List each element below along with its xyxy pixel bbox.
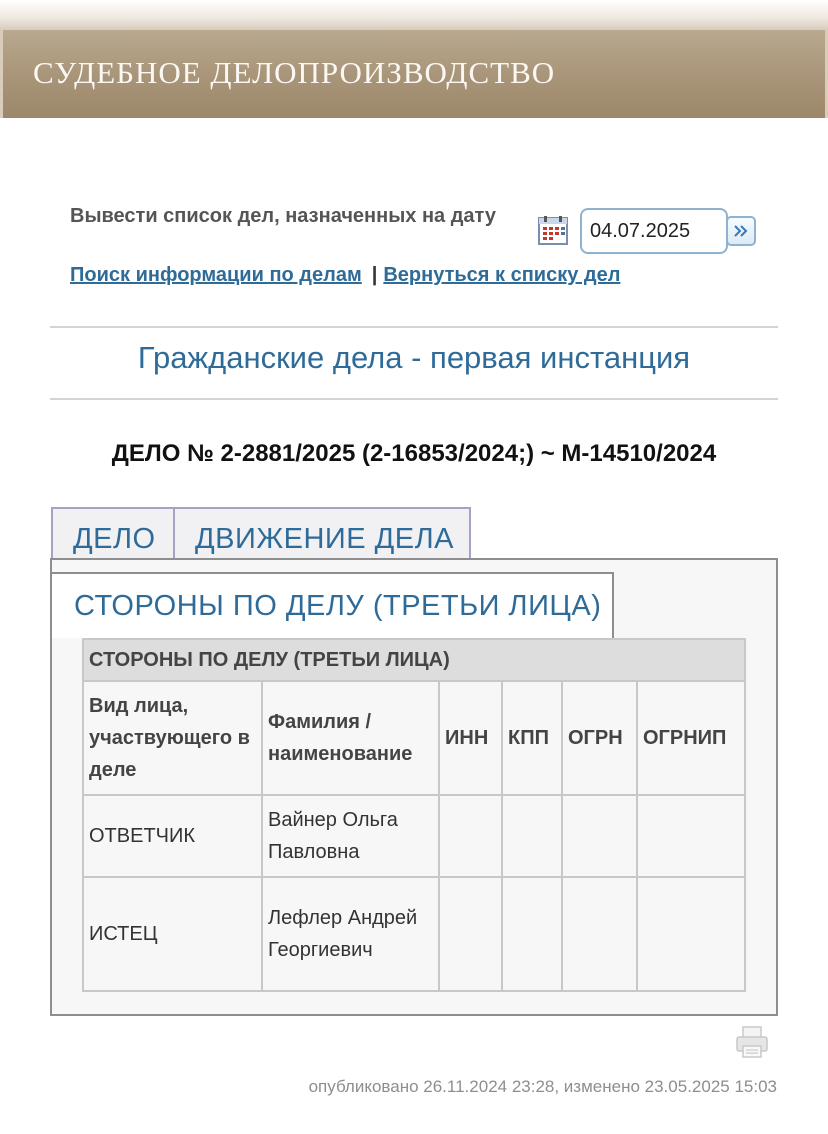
go-button[interactable] [726, 216, 756, 246]
column-header: КПП [502, 681, 562, 795]
table-row [83, 877, 745, 991]
table-row [83, 795, 745, 877]
party-ogrn [562, 795, 637, 877]
site-title: СУДЕБНОЕ ДЕЛОПРОИЗВОДСТВО [33, 55, 556, 90]
tab-case-movement[interactable]: ДВИЖЕНИЕ ДЕЛА [173, 507, 471, 559]
party-kpp [502, 795, 562, 877]
party-name: Вайнер Ольга Павловна [262, 795, 439, 877]
party-ogrnip [637, 877, 745, 991]
date-filter [70, 200, 770, 300]
party-ogrn [562, 877, 637, 991]
table-caption-row [83, 639, 745, 681]
nav-links [70, 264, 620, 287]
site-banner [0, 30, 828, 118]
column-header: ОГРН [562, 681, 637, 795]
calendar-icon[interactable] [537, 214, 569, 246]
date-filter-label: Вывести список дел, назначенных на дату [70, 205, 496, 227]
column-header: Вид лица, участвующего в деле [83, 681, 262, 795]
top-strip [0, 0, 828, 30]
party-name: Лефлер Андрей Георгиевич [262, 877, 439, 991]
column-header: ИНН [439, 681, 502, 795]
column-header: ОГРНИП [637, 681, 745, 795]
party-inn [439, 877, 502, 991]
parties-table [82, 638, 746, 992]
printer-icon[interactable] [734, 1024, 770, 1060]
table-header-row [83, 681, 745, 795]
search-cases-link[interactable]: Поиск информации по делам [70, 264, 362, 286]
link-separator: | [371, 264, 378, 286]
double-chevron-right-icon [733, 223, 749, 239]
party-ogrnip [637, 795, 745, 877]
party-role: ОТВЕТЧИК [83, 795, 262, 877]
tab-parties[interactable]: СТОРОНЫ ПО ДЕЛУ (ТРЕТЬИ ЛИЦА) [50, 572, 614, 638]
party-role: ИСТЕЦ [83, 877, 262, 991]
back-to-list-link[interactable]: Вернуться к списку дел [383, 264, 621, 286]
section-title: Гражданские дела - первая инстанция [137, 340, 691, 375]
publication-info: опубликовано 26.11.2024 23:28, изменено 23.05.2025 15:03 [308, 1077, 777, 1096]
case-number: ДЕЛО № 2-2881/2025 (2-16853/2024;) ~ М-14510/2024 [111, 440, 717, 467]
divider [50, 326, 778, 328]
date-input[interactable] [580, 208, 728, 254]
tab-case[interactable]: ДЕЛО [51, 507, 175, 559]
divider [50, 398, 778, 400]
party-inn [439, 795, 502, 877]
table-caption: СТОРОНЫ ПО ДЕЛУ (ТРЕТЬИ ЛИЦА) [83, 639, 745, 681]
column-header: Фамилия / наименование [262, 681, 439, 795]
party-kpp [502, 877, 562, 991]
